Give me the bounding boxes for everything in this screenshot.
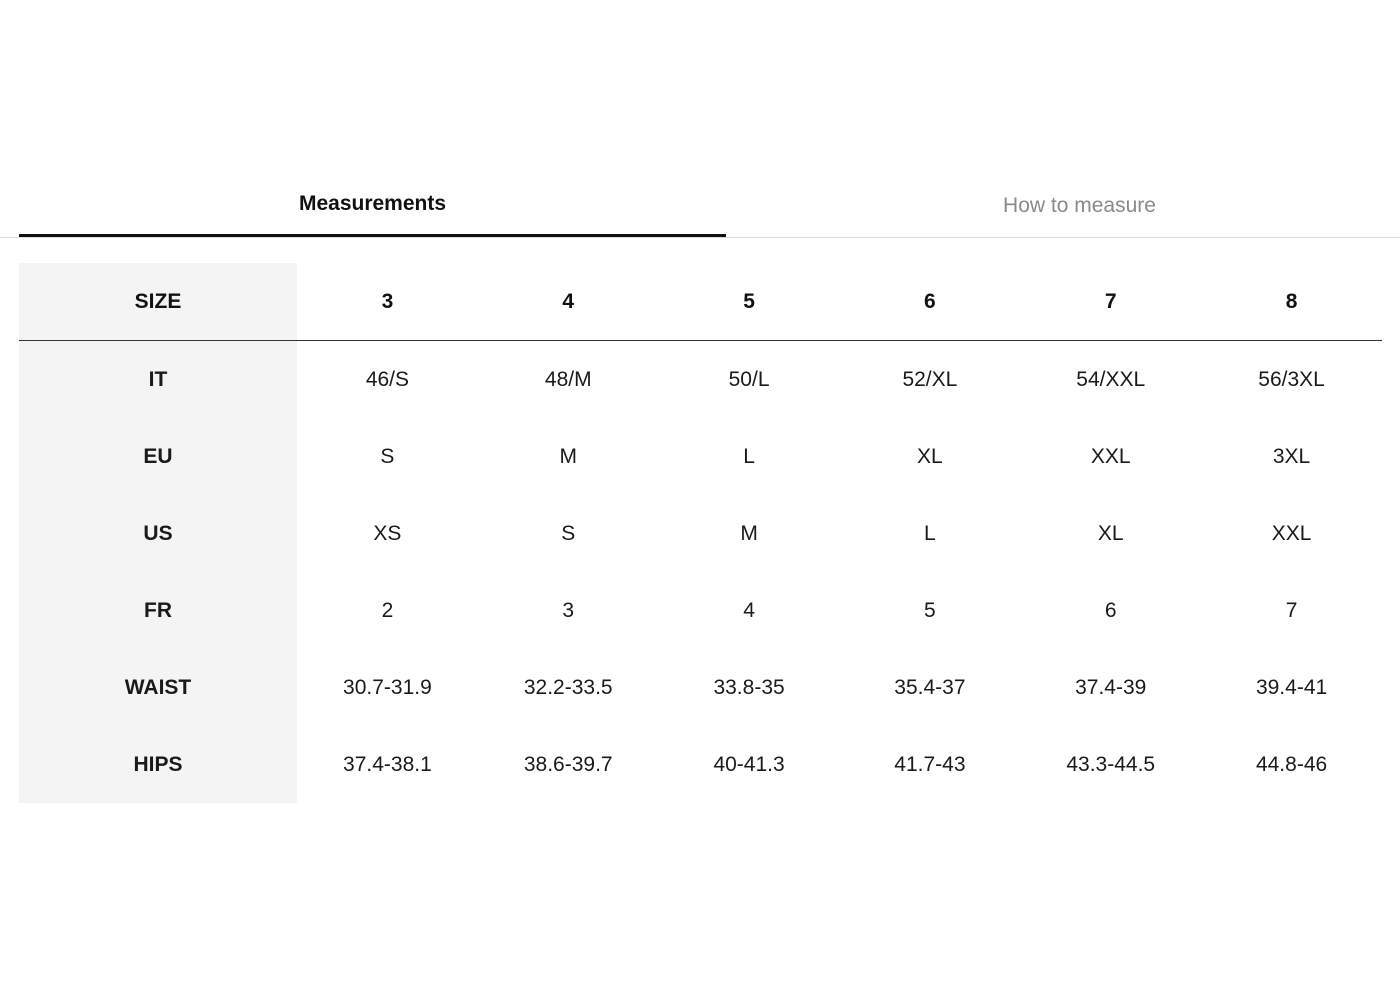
table-cell: 3XL — [1272, 444, 1311, 468]
table-cell: M — [559, 444, 577, 468]
table-cell: L — [743, 444, 755, 468]
tab-how-to-measure[interactable] — [726, 175, 1400, 237]
table-cell: 48/M — [544, 367, 592, 391]
table-cell: 40-41.3 — [713, 752, 785, 776]
table-cell: 46/S — [365, 367, 410, 391]
table-row-fr — [19, 572, 1382, 649]
table-cell: XXL — [1271, 521, 1312, 545]
size-chart-table — [19, 263, 1382, 803]
table-cell: 35.4-37 — [894, 675, 966, 699]
table-cell: XL — [1097, 521, 1124, 545]
table-cell: L — [924, 521, 936, 545]
table-row-us — [19, 495, 1382, 572]
size-guide-tabs — [0, 175, 1400, 238]
tab-how-to-measure-label: How to measure — [1003, 194, 1156, 217]
table-cell: 44.8-46 — [1255, 752, 1328, 776]
size-header-cell: 5 — [659, 263, 840, 341]
table-row-waist — [19, 649, 1382, 726]
row-label-it: IT — [19, 341, 297, 419]
row-label-eu: EU — [19, 418, 297, 495]
tab-measurements-label: Measurements — [298, 192, 447, 215]
table-cell: M — [740, 521, 758, 545]
table-cell: S — [380, 444, 395, 468]
table-cell: XXL — [1090, 444, 1131, 468]
table-cell: 2 — [381, 598, 394, 622]
size-header-cell: 7 — [1020, 263, 1201, 341]
table-cell: 5 — [924, 598, 936, 622]
table-cell: 6 — [1104, 598, 1117, 622]
row-label-waist: WAIST — [19, 649, 297, 726]
table-row-hips — [19, 726, 1382, 803]
table-cell: 54/XXL — [1076, 367, 1146, 391]
size-header-cell: 4 — [478, 263, 659, 341]
table-cell: 50/L — [728, 367, 770, 391]
table-cell: 52/XL — [902, 367, 958, 391]
table-cell: S — [561, 521, 576, 545]
active-tab-indicator — [19, 234, 726, 237]
size-header-cell: 3 — [297, 263, 478, 341]
size-header-row — [19, 263, 1382, 341]
row-label-hips: HIPS — [19, 726, 297, 803]
table-cell: 37.4-38.1 — [343, 752, 432, 776]
table-cell: 7 — [1285, 598, 1298, 622]
table-cell: 33.8-35 — [713, 675, 785, 699]
size-header-cell: 6 — [839, 263, 1020, 341]
row-label-us: US — [19, 495, 297, 572]
table-cell: 30.7-31.9 — [343, 675, 432, 699]
table-row-it — [19, 341, 1382, 419]
table-cell: XS — [373, 521, 402, 545]
table-cell: 37.4-39 — [1075, 675, 1147, 699]
row-label-fr: FR — [19, 572, 297, 649]
size-header-label: SIZE — [19, 263, 297, 341]
tab-measurements[interactable] — [19, 175, 726, 237]
table-cell: XL — [917, 444, 943, 468]
table-cell: 32.2-33.5 — [523, 675, 613, 699]
table-cell: 43.3-44.5 — [1066, 752, 1156, 776]
table-cell: 56/3XL — [1258, 367, 1325, 391]
table-cell: 4 — [743, 598, 755, 622]
size-header-cell: 8 — [1201, 263, 1382, 341]
table-cell: 38.6-39.7 — [523, 752, 613, 776]
table-cell: 3 — [562, 598, 575, 622]
table-cell: 39.4-41 — [1255, 675, 1328, 699]
table-row-eu — [19, 418, 1382, 495]
table-cell: 41.7-43 — [894, 752, 966, 776]
